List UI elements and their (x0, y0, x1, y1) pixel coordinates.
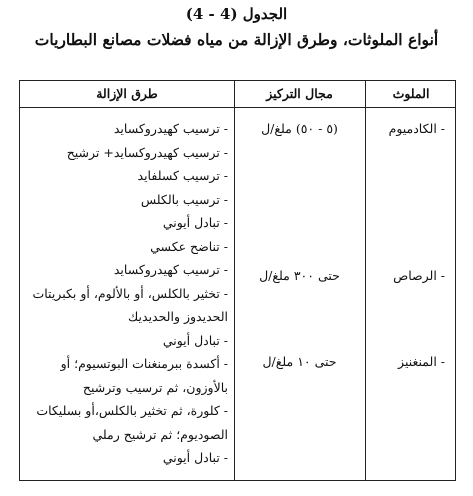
pollutants-table (19, 80, 456, 481)
removal-method: - تناضح عكسي (150, 238, 228, 254)
header-separator (20, 107, 455, 108)
removal-method: - تبادل أيوني (162, 215, 228, 230)
header-pollutant: الملوث (392, 86, 430, 101)
pollutant-manganese: - المنغنيز (398, 354, 445, 369)
table-number-heading: الجدول (4 - 4) (185, 5, 288, 23)
removal-method: - كلورة، ثم تخثير بالكلس،أو بسليكات الصوديوم؛ ثم ترشيح رملي (36, 403, 228, 442)
removal-method: - ترسيب كهيدروكسايد (113, 121, 228, 136)
removal-method: - ترسيب كسلفايد (137, 168, 228, 183)
range-manganese: حتى ١٠ ملغ/ل (262, 354, 337, 369)
removal-method: - ترسيب كهيدروكسايد (113, 262, 228, 277)
removal-method: - أكسدة ببرمنغنات البوتسيوم؛ أو بالأوزون، ثم ترسيب وترشيح (60, 356, 228, 395)
pollutant-lead: - الرصاص (393, 268, 445, 283)
table-title: أنواع الملوثات، وطرق الإزالة من مياه فضلات مصانع البطاريات (34, 30, 439, 49)
removal-method: - ترسيب كهيدروكسايد+ ترشيح (66, 144, 228, 160)
header-concentration-range: مجال التركيز (266, 86, 333, 101)
removal-methods-list (20, 117, 234, 470)
range-cadmium: (٥ - ٥٠) ملغ/ل (261, 121, 338, 136)
removal-method: - تخثير بالكلس، أو بالألوم، أو بكبريتات الحديدوز والحديديك (32, 285, 228, 324)
removal-method: - تبادل أيوني (162, 332, 228, 348)
pollutant-cadmium: - الكادميوم (388, 121, 445, 136)
column-divider (365, 81, 366, 480)
removal-method: - تبادل أيوني (162, 450, 228, 465)
header-removal-methods: طرق الإزالة (96, 86, 158, 101)
removal-method: - ترسيب بالكلس (140, 191, 228, 207)
range-lead: حتى ٣٠٠ ملغ/ل (259, 268, 340, 283)
